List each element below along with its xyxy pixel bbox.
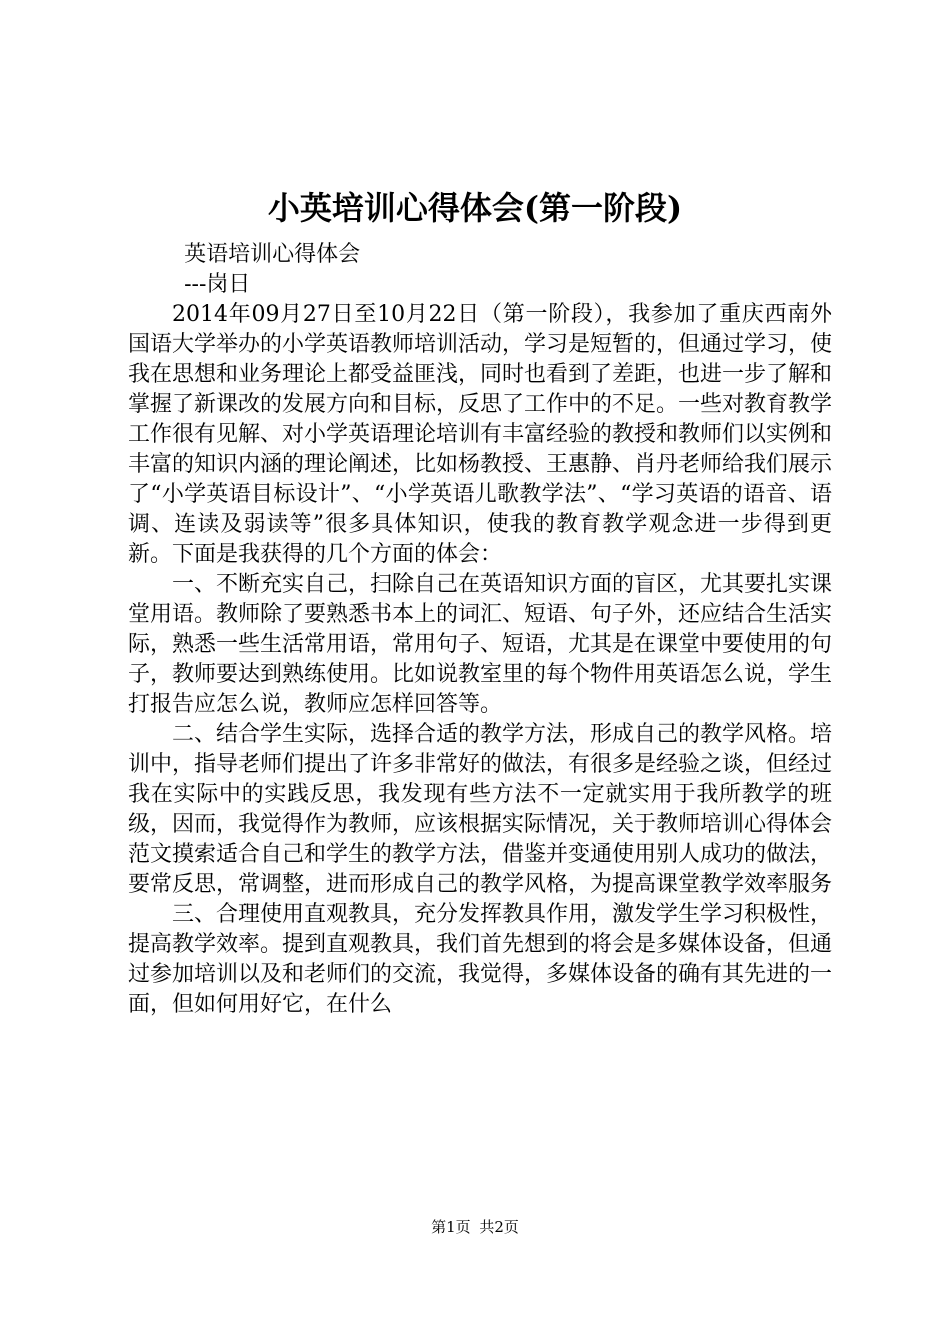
paragraph: 2014年09月27日至10月22日（第一阶段），我参加了重庆西南外国语大学举办的小学英语教师培训活动，学习是短暂的，但通过学习，使我在思想和业务理论上都受益匪浅，同时也看到了差距，也进一步了解和掌握了新课改的发展方向和目标，反思了工作中的不足。一些对教育教学工作很有见解、对小学英语理论培训有丰富经验的教授和教师们以实例和丰富的知识内涵的理论阐述，比如杨教授、王惠静、肖丹老师给我们展示了“小学英语目标设计”、“小学英语儿歌教学法”、“学习英语的语音、语调、连读及弱读等”很多具体知识，使我的教育教学观念进一步得到更新。下面是我获得的几个方面的体会： [128,302,833,567]
document-title: 小英培训心得体会(第一阶段) [267,189,683,227]
author-line: ---岗日 [184,272,251,297]
paragraph: 一、不断充实自己，扫除自己在英语知识方面的盲区，尤其要扎实课堂用语。教师除了要熟悉书本上的词汇、短语、句子外，还应结合生活实际，熟悉一些生活常用语，常用句子、短语，尤其是在课堂中要使用的句子，教师要达到熟练使用。比如说教室里的每个物件用英语怎么说，学生打报告应怎么说，教师应怎样回答等。 [128,572,833,717]
page-number: 第1页 [431,1218,471,1236]
page-footer [0,1216,950,1237]
document-body [128,240,832,1020]
paragraph: 三、合理使用直观教具，充分发挥教具作用，激发学生学习积极性，提高教学效率。提到直观教具，我们首先想到的将会是多媒体设备，但通过参加培训以及和老师们的交流，我觉得，多媒体设备的确有其先进的一面，但如何用好它，在什么 [128,902,833,1017]
paragraph: 二、结合学生实际，选择合适的教学方法，形成自己的教学风格。培训中，指导老师们提出了许多非常好的做法，有很多是经验之谈，但经过我在实际中的实践反思，我发现有些方法不一定就实用于我所教学的班级，因而，我觉得作为教师，应该根据实际情况，关于教师培训心得体会范文摸索适合自己和学生的教学方法，借鉴并变通使用别人成功的做法，要常反思，常调整，进而形成自己的教学风格，为提高课堂教学效率服务 [128,722,833,897]
document-subtitle: 英语培训心得体会 [184,242,361,267]
page-total: 共2页 [479,1218,519,1236]
